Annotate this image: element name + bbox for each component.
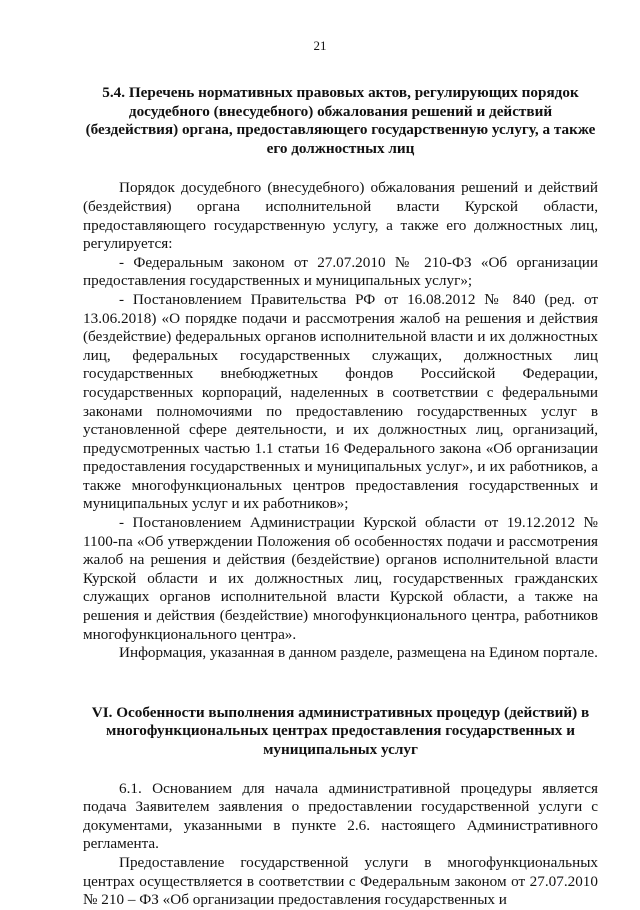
section-5-4-heading: 5.4. Перечень нормативных правовых актов, регулирующих порядок досудебного (внесудебного) обжалования решений и действий (бездействия) органа, предоставляющего государственную услугу, а также его должностных лиц bbox=[85, 84, 596, 157]
page-content bbox=[83, 84, 598, 910]
paragraph-federal-law: - Федеральным законом от 27.07.2010 № 210-ФЗ «Об организации предоставления государственных и муниципальных услуг»; bbox=[83, 253, 598, 290]
paragraph-government-resolution: - Постановлением Правительства РФ от 16.08.2012 № 840 (ред. от 13.06.2018) «О порядке подачи и рассмотрения жалоб на решения и действия (бездействие) федеральных органов исполнительной власти и их должностных лиц, федеральных государственных служащих, должностных лиц государственных внебюджетных фондов Российской Федерации, государственных корпораций, наделенных в соответствии с федеральными законами полномочиями по предоставлению государственных услуг в установленной сфере деятельности, и их должностных лиц, организаций, предусмотренных частью 1.1 статьи 16 Федерального закона «Об организации предоставления государственных и муниципальных услуг», и их работников, а также многофункциональных центров предоставления государственных и муниципальных услуг и их работников»; bbox=[83, 290, 598, 513]
paragraph-mfc-provision: Предоставление государственной услуги в многофункциональных центрах осуществляется в соответствии с Федеральным законом от 27.07.2010 № 210 – ФЗ «Об организации предоставления государственных и bbox=[83, 853, 598, 909]
paragraph-intro: Порядок досудебного (внесудебного) обжалования решений и действий (бездействия) органа исполнительной власти Курской области, предоставляющего государственную услугу, а также его должностных лиц, регулируется: bbox=[83, 179, 598, 253]
paragraph-portal-info: Информация, указанная в данном разделе, размещена на Едином портале. bbox=[119, 644, 598, 662]
page-number: 21 bbox=[313, 38, 327, 53]
section-6-heading: VI. Особенности выполнения административных процедур (действий) в многофункциональных центрах предоставления государственных и муниципальных услуг bbox=[91, 703, 590, 758]
spacer bbox=[83, 663, 598, 704]
spacer bbox=[83, 760, 598, 780]
paragraph-regional-resolution: - Постановлением Администрации Курской области от 19.12.2012 № 1100-па «Об утверждении Положения об особенностях подачи и рассмотрения жалоб на решения и действия (бездействие) органов исполнительной власти Курской области и их должностных лиц, государственных гражданских служащих органов исполнительной власти Курской области, а также на решения и действия (бездействие) многофункционального центра, работников многофункционального центра». bbox=[83, 514, 598, 643]
spacer bbox=[83, 158, 598, 179]
paragraph-6-1: 6.1. Основанием для начала административной процедуры является подача Заявителем заявления о предоставлении государственной услуги с документами, указанными в пункте 2.6. настоящего Административного регламента. bbox=[83, 779, 598, 853]
